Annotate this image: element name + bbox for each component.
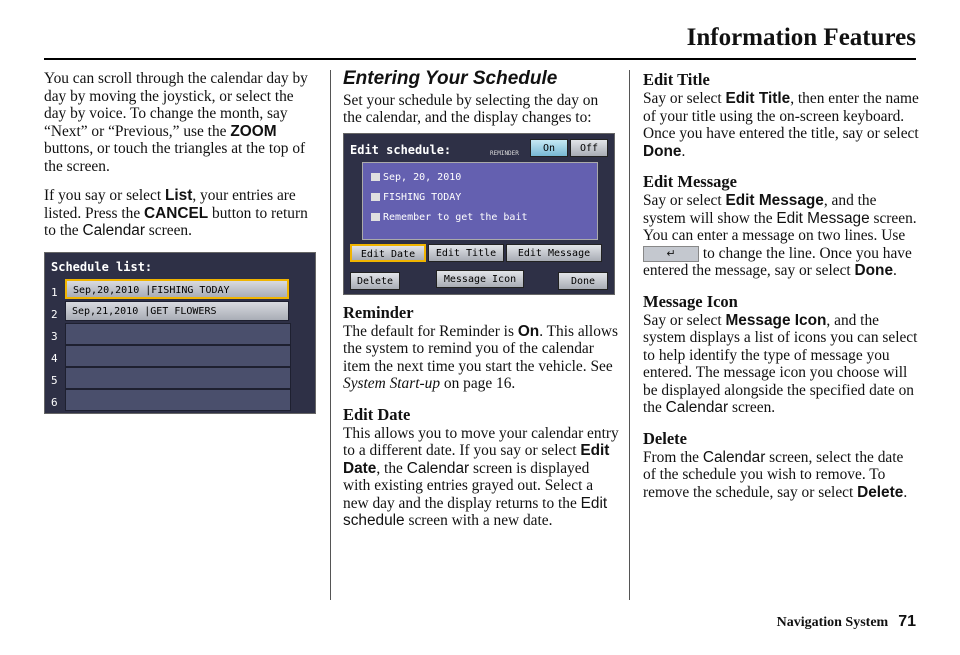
edit-message-screen-ref: Edit Message — [776, 209, 870, 227]
on-ref: On — [517, 322, 540, 340]
column-2 — [343, 70, 619, 542]
text: screen. You can enter a message on two lines. Use — [643, 209, 917, 244]
edit-title-ref: Edit Title — [725, 90, 791, 107]
edit-date-button: Edit Date — [350, 244, 426, 262]
intro-paragraph: Set your schedule by selecting the day on the calendar, and the display changes to: — [343, 91, 599, 126]
page-section-title: Information Features — [686, 24, 916, 51]
schedule-row-6 — [65, 389, 291, 411]
text: Say or select — [643, 192, 726, 209]
screenshot-title: Schedule list: — [51, 259, 153, 274]
column-divider — [629, 70, 630, 600]
edit-title-heading: Edit Title — [643, 70, 710, 89]
text: screen with a new date. — [404, 512, 553, 529]
edit-message-heading: Edit Message — [643, 172, 737, 191]
delete-heading: Delete — [643, 428, 687, 448]
text: Remember to get the bait — [383, 211, 528, 223]
text: , then enter the name of your title using the on-screen keyboard. Once you have entered the title, say or select — [643, 90, 919, 142]
edit-date-heading: Edit Date — [343, 404, 411, 424]
text: , the — [376, 459, 407, 477]
message-icon-button: Message Icon — [436, 270, 524, 288]
fish-icon — [371, 193, 380, 201]
text: , and the system will show the — [643, 192, 877, 227]
system-startup-link[interactable]: System Start-up — [343, 375, 441, 392]
calendar-screen-ref: Calendar — [406, 459, 470, 477]
schedule-details-panel — [362, 162, 598, 240]
calendar-icon — [371, 173, 380, 181]
reminder-heading: Reminder — [343, 302, 414, 322]
delete-ref: Delete — [857, 483, 904, 501]
text: From the — [643, 448, 703, 466]
delete-button: Delete — [350, 272, 400, 290]
text: . — [893, 262, 897, 279]
row-number: 4 — [51, 351, 58, 365]
schedule-row-5 — [65, 367, 291, 389]
text: . This allows the system to remind you of the calendar item the next time you start the vehicle. See — [343, 322, 618, 375]
text: Say or select — [643, 311, 726, 329]
text: screen. — [728, 399, 776, 416]
text: Say or select — [643, 90, 726, 107]
schedule-row-2: Sep,21,2010 |GET FLOWERS — [65, 301, 289, 321]
page-number: 71 — [898, 613, 916, 630]
message-icon-paragraph — [643, 312, 919, 417]
text: The default for Reminder is — [343, 322, 518, 340]
list-button-ref: List — [164, 187, 193, 204]
page-footer — [777, 613, 916, 631]
text: to change the line. Once you have entered the message, say or select — [643, 244, 912, 279]
edit-message-ref: Edit Message — [725, 192, 824, 209]
edit-message-paragraph — [643, 192, 919, 280]
edit-schedule-ref: Edit schedule — [343, 494, 608, 529]
column-divider — [330, 70, 331, 600]
edit-date-ref: Edit Date — [343, 442, 610, 477]
text: . — [681, 142, 686, 160]
message-icon — [371, 213, 380, 221]
list-paragraph — [44, 187, 316, 240]
reminder-label: REMINDER — [490, 149, 519, 157]
edit-title-button: Edit Title — [428, 244, 504, 262]
text: button to return to the — [44, 204, 308, 239]
text: FISHING TODAY — [383, 191, 462, 203]
reminder-on-button: On — [530, 139, 568, 157]
footer-label: Navigation System — [776, 615, 889, 630]
done-ref: Done — [643, 142, 682, 160]
text: . — [903, 483, 908, 501]
done-button: Done — [558, 272, 608, 290]
date-line — [371, 169, 461, 187]
scroll-paragraph — [44, 70, 316, 175]
calendar-screen-ref: Calendar — [82, 222, 145, 239]
column-1 — [44, 70, 316, 414]
text: buttons, or touch the triangles at the top of the screen. — [44, 140, 306, 175]
done-ref: Done — [854, 262, 894, 279]
message-line — [371, 209, 528, 227]
message-icon-heading: Message Icon — [643, 291, 738, 311]
screenshot-title: Edit schedule: — [350, 142, 452, 157]
text: screen is displayed with existing entries grayed out. Select a new day and the display returns to the — [343, 459, 594, 512]
text: This allows you to move your calendar entry to a different date. If you say or select — [343, 424, 619, 459]
reminder-off-button: Off — [570, 139, 608, 157]
schedule-row-3 — [65, 323, 291, 345]
text: screen, select the date of the schedule you wish to remove. To remove the schedule, say or select — [643, 448, 904, 501]
text: You can scroll through the calendar day by day by moving the joystick, or select the day by voice. To change the month, say “Next” or “Previous,” use the — [44, 70, 308, 140]
zoom-button-ref: ZOOM — [230, 122, 277, 140]
column-3 — [643, 70, 919, 513]
schedule-list-screenshot — [44, 252, 316, 414]
calendar-screen-ref: Calendar — [702, 448, 766, 466]
row-number: 2 — [51, 307, 58, 321]
row-number: 5 — [51, 373, 58, 387]
edit-date-paragraph — [343, 425, 619, 530]
text: If you say or select — [44, 187, 165, 204]
calendar-screen-ref: Calendar — [665, 399, 729, 416]
reminder-paragraph — [343, 323, 619, 393]
text: , your entries are listed. Press the — [44, 187, 296, 222]
text: screen. — [144, 222, 192, 239]
row-number: 1 — [51, 285, 58, 299]
edit-title-paragraph — [643, 90, 919, 160]
section-heading: Entering Your Schedule — [343, 68, 558, 89]
row-number: 3 — [51, 329, 58, 343]
return-key-icon: ↵ — [643, 246, 699, 262]
edit-schedule-screenshot — [343, 133, 615, 295]
delete-paragraph — [643, 449, 919, 502]
schedule-row-4 — [65, 345, 291, 367]
text: on page 16. — [440, 375, 516, 392]
message-icon-ref: Message Icon — [725, 311, 827, 329]
cancel-button-ref: CANCEL — [144, 204, 209, 222]
title-line — [371, 189, 461, 207]
text: , and the system displays a list of icons you can select to help identify the type of message you entered. The message icon you choose will be displayed alongside the specified date on the — [643, 311, 918, 416]
schedule-row-1: Sep,20,2010 |FISHING TODAY — [65, 279, 289, 299]
text: Sep, 20, 2010 — [383, 171, 462, 183]
header-divider — [44, 58, 916, 60]
row-number: 6 — [51, 395, 58, 409]
edit-message-button: Edit Message — [506, 244, 602, 262]
